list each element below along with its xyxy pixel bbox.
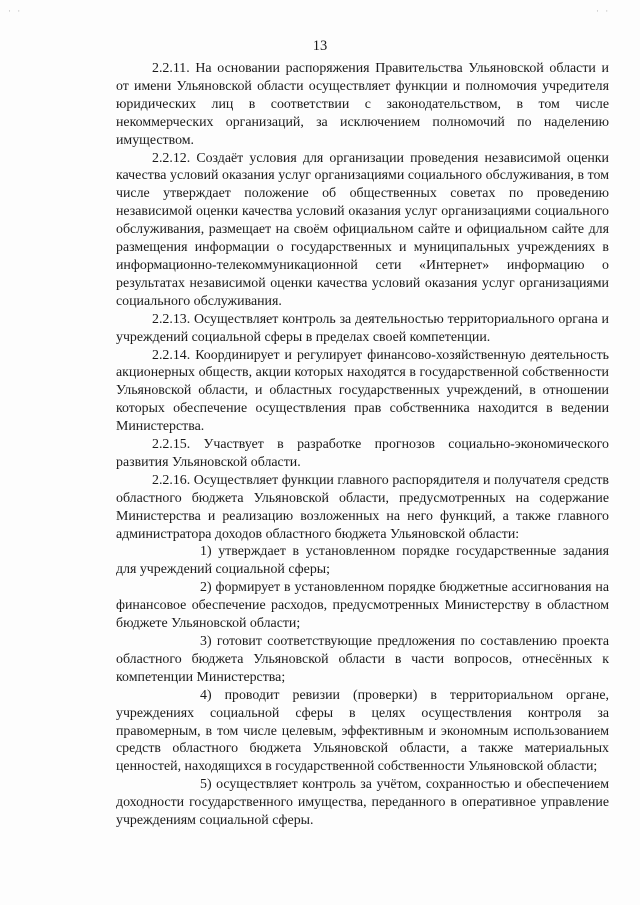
paragraph-2-2-13: 2.2.13. Осуществляет контроль за деятельностью территориального органа и учреждений социальной сферы в пределах своей компетенции. [116,311,609,345]
document-body [116,60,609,830]
page-number: 13 [312,38,328,54]
paragraph-2-2-12: 2.2.12. Создаёт условия для организации проведения независимой оценки качества условий оказания услуг организациями социального обслуживания, в том числе утверждает положение об общественных советах по проведению независимой оценки качества условий оказания услуг организациями социального обслуживания, размещает на своём официальном сайте и официальном сайте для размещения информации о государственных и муниципальных учреждениях в информационно-телекоммуникационной сети «Интернет» информацию о результатах независимой оценки качества условий оказания услуг организациями социального обслуживания. [116,150,609,309]
subitem-2: 2) формирует в установленном порядке бюджетные ассигнования на финансовое обеспечение расходов, предусмотренных Министерству в областном бюджете Ульяновской области; [116,580,609,632]
subitem-4: 4) проводит ревизии (проверки) в территориальном органе, учреждениях социальной сферы в целях осуществления контроля за правомерным, в том числе целевым, эффективным и экономным использованием средств областного бюджета Ульяновской области, а также материальных ценностей, находящихся в государственной собственности Ульяновской области; [116,687,609,775]
paragraph-2-2-14: 2.2.14. Координирует и регулирует финансово-хозяйственную деятельность акционерных обществ, акции которых находятся в государственной собственности Ульяновской области, и областных государственных учреждений, в отношении которых обеспечение осуществления прав собственника находится в ведении Министерства. [116,347,609,435]
paragraph-2-2-15: 2.2.15. Участвует в разработке прогнозов социально-экономического развития Ульяновской области. [116,437,609,470]
subitem-5: 5) осуществляет контроль за учётом, сохранностью и обеспечением доходности государственного имущества, переданного в оперативное управление учреждениям социальной сферы. [116,777,609,829]
subitem-1: 1) утверждает в установленном порядке государственные задания для учреждений социальной сферы; [116,544,609,578]
scan-artifact-right: · · [596,6,611,16]
paragraph-2-2-11: 2.2.11. На основании распоряжения Правительства Ульяновской области и от имени Ульяновской области осуществляет функции и полномочия учредителя юридических лиц в соответствии с законодательством, в том числе некоммерческих организаций, за исключением полномочий по наделению имуществом. [116,61,609,148]
scan-artifact-left: · · [8,6,23,16]
paragraph-2-2-16: 2.2.16. Осуществляет функции главного распорядителя и получателя средств областного бюджета Ульяновской области, предусмотренных на содержание Министерства и реализацию возложенных на него функций, а также главного администратора доходов областного бюджета Ульяновской области: [116,472,609,542]
subitem-3: 3) готовит соответствующие предложения по составлению проекта областного бюджета Ульяновской области в части вопросов, отнесённых к компетенции Министерства; [116,634,609,685]
